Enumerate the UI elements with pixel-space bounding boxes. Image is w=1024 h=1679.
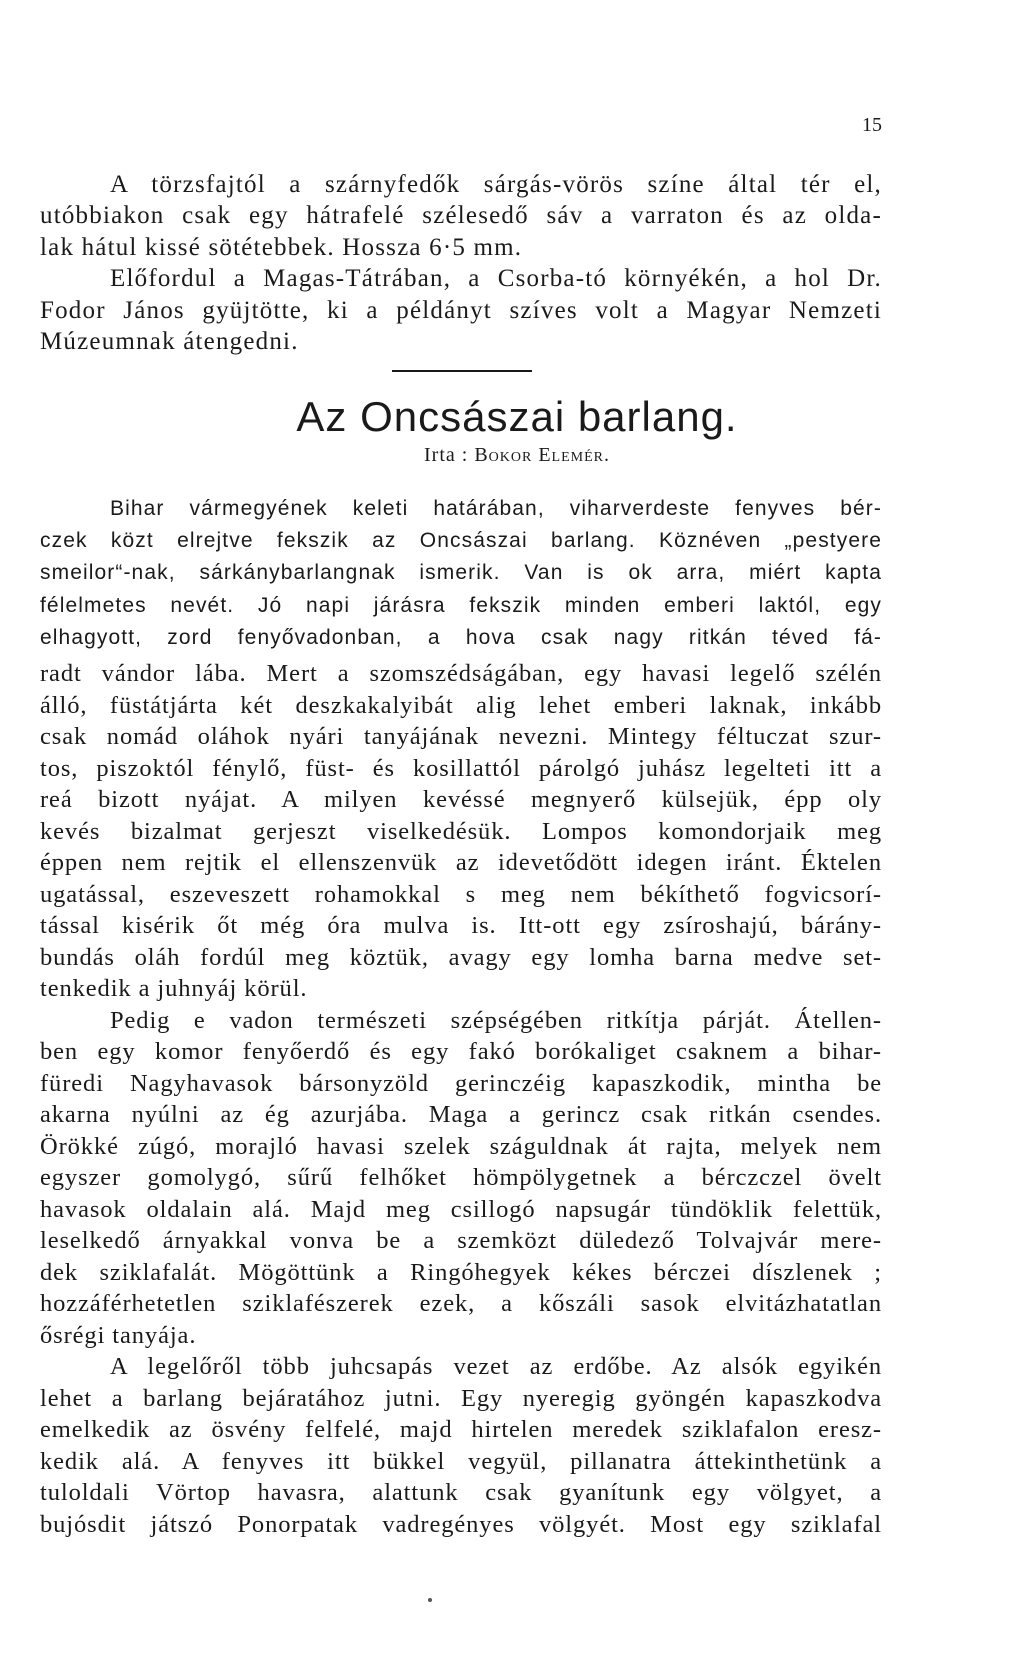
section-divider <box>392 370 532 372</box>
text-line: tással kisérik őt még óra mulva is. Itt-ott egy zsíroshajú, bárány- <box>40 912 882 939</box>
byline-prefix: Irta : <box>424 444 469 466</box>
text-line: hozzáférhetetlen sziklafészerek ezek, a kőszáli sasok elvitázhatatlan <box>40 1290 882 1317</box>
text-line: A legelőről több juhcsapás vezet az erdőbe. Az alsók egyikén <box>110 1353 882 1380</box>
text-line: tos, piszoktól fénylő, füst- és kosillattól párolgó juhász legelteti itt a <box>40 754 882 782</box>
text-line: dek sziklafalát. Mögöttünk a Ringóhegyek kékes bérczei díszlenek ; <box>40 1258 882 1286</box>
text-line: kevés bizalmat gerjeszt viselkedésük. Lompos komondorjaik meg <box>40 817 882 845</box>
text-line: kedik alá. A fenyves itt bükkel vegyül, pillanatra áttekinthetünk a <box>40 1447 882 1475</box>
text-line: radt vándor lába. Mert a szomszédságában, egy havasi legelő szélén <box>40 660 882 687</box>
text-line: Múzeumnak átengedni. <box>40 327 299 355</box>
text-line: Fodor János gyüjtötte, ki a példányt szíves volt a Magyar Nemzeti <box>40 296 882 324</box>
text-line: Bihar vármegyének keleti határában, viharverdeste fenyves bér- <box>110 497 882 520</box>
text-line: smeilor“-nak, sárkánybarlangnak ismerik. Van is ok arra, miért kapta <box>40 561 882 585</box>
text-line: félelmetes nevét. Jó napi járásra fekszik minden emberi laktól, egy <box>40 593 882 617</box>
text-line: éppen nem rejtik el ellenszenvük az idevetődött idegen iránt. Éktelen <box>40 849 882 876</box>
text-line: A törzsfajtól a szárnyfedők sárgás-vörös színe által tér el, <box>110 171 882 198</box>
byline-author: Bokor Elemér. <box>474 444 610 466</box>
text-line: csak nomád oláhok nyári tanyájának nevezni. Mintegy féltuczat szur- <box>40 723 882 750</box>
text-line: tenkedik a juhnyáj körül. <box>40 975 308 1002</box>
text-line: egyszer gomolygó, sűrű felhőket hömpölygetnek a bérczczel övelt <box>40 1164 882 1191</box>
text-line: elhagyott, zord fenyővadonban, a hova csak nagy ritkán téved fá- <box>40 625 882 649</box>
lead-paragraph <box>40 493 882 654</box>
text-line: leselkedő árnyakkal vonva be a szemközt düledező Tolvajvár mere- <box>40 1227 882 1254</box>
text-line: ősrégi tanyája. <box>40 1321 197 1349</box>
scan-speck <box>428 1598 432 1602</box>
text-line: füredi Nagyhavasok bársonyzöld gerinczéig kapaszkodik, mintha be <box>40 1069 882 1097</box>
text-line: utóbbiakon csak egy hátrafelé szélesedő sáv a varraton és az olda- <box>40 202 882 230</box>
article-title: Az Oncsászai barlang. <box>296 393 738 440</box>
text-line: Örökké zúgó, morajló havasi szelek száguldnak át rajta, melyek nem <box>40 1132 882 1160</box>
text-line: tuloldali Vörtop havasra, alattunk csak gyanítunk egy völgyet, a <box>40 1479 882 1506</box>
text-line: lehet a barlang bejáratához jutni. Egy nyeregig gyöngén kapaszkodva <box>40 1384 882 1412</box>
text-line: bundás oláh fordúl meg köztük, avagy egy lomha barna medve set- <box>40 943 882 971</box>
body-paragraphs <box>40 658 882 1540</box>
text-line: emelkedik az ösvény felfelé, majd hirtelen meredek sziklafalon eresz- <box>40 1416 882 1443</box>
text-line: havasok oldalain alá. Majd meg csillogó napsugár tündöklik felettük, <box>40 1195 882 1223</box>
page-number: 15 <box>862 114 882 136</box>
text-line: Előfordul a Magas-Tátrában, a Csorba-tó környékén, a hol Dr. <box>110 265 882 293</box>
text-line: czek közt elrejtve fekszik az Oncsászai barlang. Köznéven „pestyere <box>40 529 882 553</box>
intro-paragraphs <box>40 169 882 357</box>
text-line: ben egy komor fenyőerdő és egy fakó borókaliget csaknem a bihar- <box>40 1038 882 1065</box>
text-line: ugatással, eszeveszett rohamokkal s meg nem békíthető fogvicsorí- <box>40 880 882 908</box>
text-line: lak hátul kissé sötétebbek. Hossza 6·5 mm. <box>40 233 523 261</box>
text-line: álló, füstátjárta két deszkakalyibát alig lehet emberi laknak, inkább <box>40 691 882 719</box>
byline <box>0 444 1024 467</box>
text-line: Pedig e vadon természeti szépségében ritkítja párját. Átellen- <box>110 1006 882 1034</box>
text-line: bujósdit játszó Ponorpatak vadregényes völgyét. Most egy sziklafal <box>40 1510 882 1538</box>
text-line: reá bizott nyájat. A milyen kevéssé megnyerő külsejük, épp oly <box>40 786 882 813</box>
text-line: akarna nyúlni az ég azurjába. Maga a gerincz csak ritkán csendes. <box>40 1101 882 1128</box>
